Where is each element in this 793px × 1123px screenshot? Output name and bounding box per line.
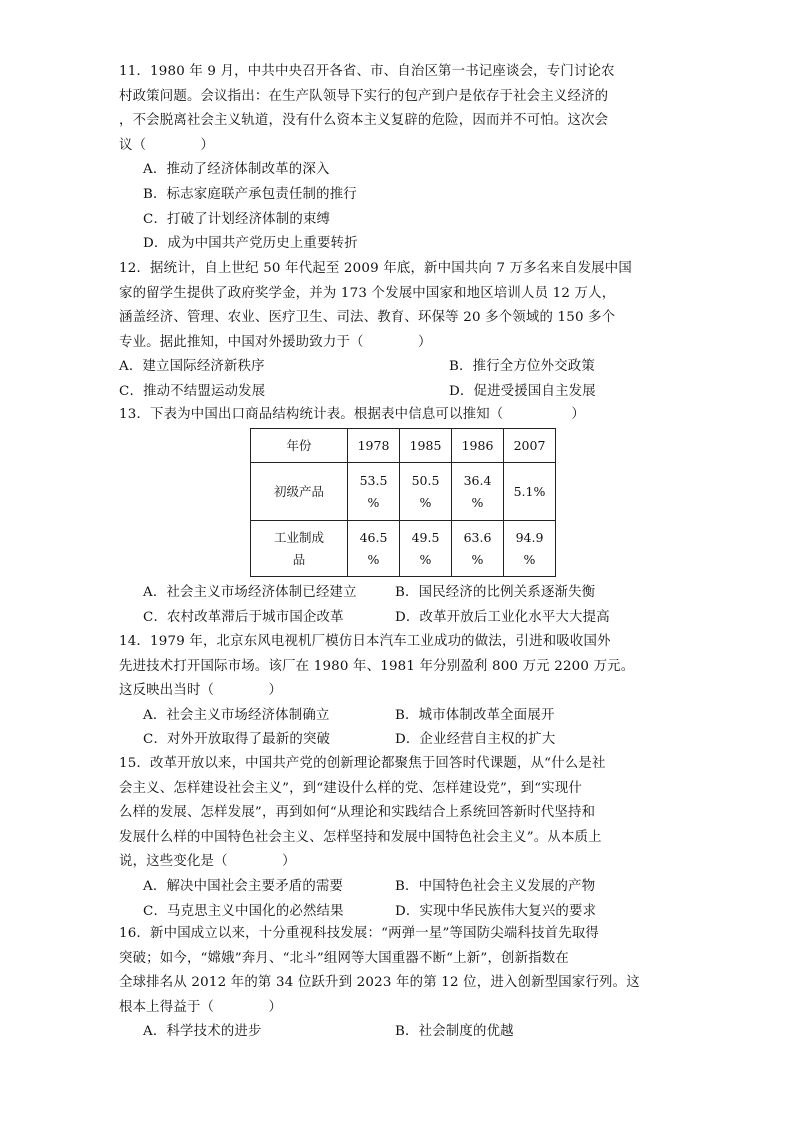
row-label-line: 品 — [292, 551, 306, 567]
q12-stem-line: 涵盖经济、管理、农业、医疗卫生、司法、教育、环保等 20 多个领域的 150 多个 — [119, 310, 616, 326]
q15-options-row-2 — [119, 900, 674, 925]
q12-option-d: D．促进受援国自主发展 — [449, 383, 596, 399]
q14-stem-line: 这反映出当时（ ） — [119, 683, 283, 699]
q16-stem-line: 突破；如今，“嫦娥”奔月、“北斗”组网等大国重器不断“上新”，创新指数在 — [119, 950, 569, 966]
q13-stem-line: 13．下表为中国出口商品结构统计表。根据表中信息可以推知（ ） — [119, 407, 585, 422]
row-label-line: 工业制成 — [273, 529, 324, 545]
q13-options-row-2 — [119, 606, 674, 631]
q11-option-b: B．标志家庭联产承包责任制的推行 — [143, 186, 357, 202]
table-header-row — [251, 429, 556, 463]
table-cell — [504, 521, 556, 577]
cell-value: 50.5 — [411, 472, 440, 488]
cell-value: 5.1% — [513, 483, 546, 499]
cell-unit: % — [471, 494, 484, 510]
cell-value: 36.4 — [463, 472, 492, 488]
question-15 — [119, 752, 674, 924]
row-label-line: 初级产品 — [273, 483, 324, 499]
q15-option-a: A．解决中国社会主要矛盾的需要 — [143, 878, 344, 894]
q11-option-c: C．打破了计划经济体制的束缚 — [143, 211, 331, 227]
q16-options-row-1 — [119, 1020, 674, 1045]
cell-value: 46.5 — [359, 529, 388, 545]
table-header-cell: 2007 — [504, 429, 556, 463]
q14-options-row-2 — [119, 728, 674, 753]
table-cell — [452, 521, 504, 577]
q15-option-b: B．中国特色社会主义发展的产物 — [395, 878, 596, 894]
table-cell — [400, 463, 452, 521]
table-cell — [400, 521, 452, 577]
cell-value: 63.6 — [463, 529, 492, 545]
cell-unit: % — [419, 494, 432, 510]
q12-stem-line: 12．据统计，自上世纪 50 年代起至 2009 年底，新中国共向 7 万多名来自发展中国 — [119, 261, 632, 276]
table-cell — [452, 463, 504, 521]
q15-stem-line: 会主义、怎样建设社会主义”，到“建设什么样的党、怎样建设党”，到“实现什 — [119, 780, 583, 796]
q14-option-a: A．社会主义市场经济体制确立 — [143, 707, 330, 723]
q14-options-row-1 — [119, 704, 674, 729]
q14-stem-line: 先进技术打开国际市场。该厂在 1980 年、1981 年分别盈利 800 万元 2200 万元。 — [119, 658, 635, 674]
question-13-options — [119, 581, 674, 630]
q15-options-row-1 — [119, 875, 674, 900]
question-11 — [119, 60, 674, 257]
q13-option-a: A．社会主义市场经济体制已经建立 — [143, 585, 357, 600]
cell-unit: % — [523, 551, 536, 567]
q16-stem-line: 16．新中国成立以来，十分重视科技发展：“两弹一星”等国防尖端科技首先取得 — [119, 926, 600, 941]
q12-option-b: B．推行全方位外交政策 — [449, 359, 595, 375]
q12-stem-line: 专业。据此推知，中国对外援助致力于（ ） — [119, 334, 432, 350]
q12-option-c: C．推动不结盟运动发展 — [119, 383, 266, 399]
question-16 — [119, 922, 674, 1045]
cell-unit: % — [367, 494, 380, 510]
cell-value: 94.9 — [515, 529, 544, 545]
table-row-label — [251, 521, 348, 577]
q13-option-c: C．农村改革滞后于城市国企改革 — [143, 609, 344, 625]
q14-option-b: B．城市体制改革全面展开 — [395, 707, 555, 723]
question-12 — [119, 257, 674, 405]
q14-option-d: D．企业经营自主权的扩大 — [395, 732, 556, 748]
cell-value: 53.5 — [359, 472, 388, 488]
q15-stem-line: 发展什么样的中国特色社会主义、怎样坚持和发展中国特色社会主义”。从本质上 — [119, 829, 602, 845]
table-row — [251, 521, 556, 577]
cell-unit: % — [367, 551, 380, 567]
table-cell — [348, 463, 400, 521]
table-cell — [348, 521, 400, 577]
table-header-cell: 1986 — [452, 429, 504, 463]
question-14 — [119, 630, 674, 753]
q11-stem-line: ，不会脱离社会主义轨道，没有什么资本主义复辟的危险，因而并不可怕。这次会 — [119, 113, 609, 129]
table-header-cell: 年份 — [251, 429, 348, 463]
q12-stem-line: 家的留学生提供了政府奖学金，并为 173 个发展中国家和地区培训人员 12 万人， — [119, 285, 616, 301]
q14-stem-line: 14．1979 年，北京东风电视机厂模仿日本汽车工业成功的做法，引进和吸收国外 — [119, 634, 611, 649]
q15-stem-line: 15．改革开放以来，中国共产党的创新理论都聚焦于回答时代课题，从“什么是社 — [119, 756, 606, 771]
q15-stem-line: 么样的发展、怎样发展”，再到如何“从理论和实践结合上系统回答新时代坚持和 — [119, 805, 596, 821]
q16-stem-line: 全球排名从 2012 年的第 34 位跃升到 2023 年的第 12 位，进入创新型国家行列。这 — [119, 975, 640, 991]
table-header-cell: 1978 — [348, 429, 400, 463]
q13-options-row-1 — [119, 581, 674, 606]
q12-options-row-2 — [119, 380, 674, 405]
table-row — [251, 463, 556, 521]
export-structure-table — [250, 428, 556, 577]
q12-option-a: A．建立国际经济新秩序 — [119, 359, 265, 375]
q15-option-c: C．马克思主义中国化的必然结果 — [143, 903, 344, 919]
q11-option-a: A．推动了经济体制改革的深入 — [143, 162, 330, 178]
table-cell — [504, 463, 556, 521]
q14-option-c: C．对外开放取得了最新的突破 — [143, 732, 331, 748]
q16-option-a: A．科学技术的进步 — [143, 1024, 262, 1040]
q11-stem-line: 村政策问题。会议指出：在生产队领导下实行的包产到户是依存于社会主义经济的 — [119, 88, 609, 104]
table-row-label — [251, 463, 348, 521]
q11-stem-line: 议（ ） — [119, 137, 215, 153]
cell-value: 49.5 — [411, 529, 440, 545]
q12-options-row-1 — [119, 355, 674, 380]
q13-option-b: B．国民经济的比例关系逐渐失衡 — [395, 585, 596, 600]
question-13 — [119, 403, 674, 428]
q11-option-d: D．成为中国共产党历史上重要转折 — [143, 236, 358, 252]
q13-option-d: D．改革开放后工业化水平大大提高 — [395, 609, 610, 625]
table-header-cell: 1985 — [400, 429, 452, 463]
cell-unit: % — [419, 551, 432, 567]
q11-stem-line: 11．1980 年 9 月，中共中央召开各省、市、自治区第一书记座谈会，专门讨论农 — [119, 64, 615, 79]
q16-stem-line: 根本上得益于（ ） — [119, 999, 283, 1015]
q15-option-d: D．实现中华民族伟大复兴的要求 — [395, 903, 597, 919]
q16-option-b: B．社会制度的优越 — [395, 1024, 514, 1040]
q15-stem-line: 说，这些变化是（ ） — [119, 854, 296, 870]
cell-unit: % — [471, 551, 484, 567]
